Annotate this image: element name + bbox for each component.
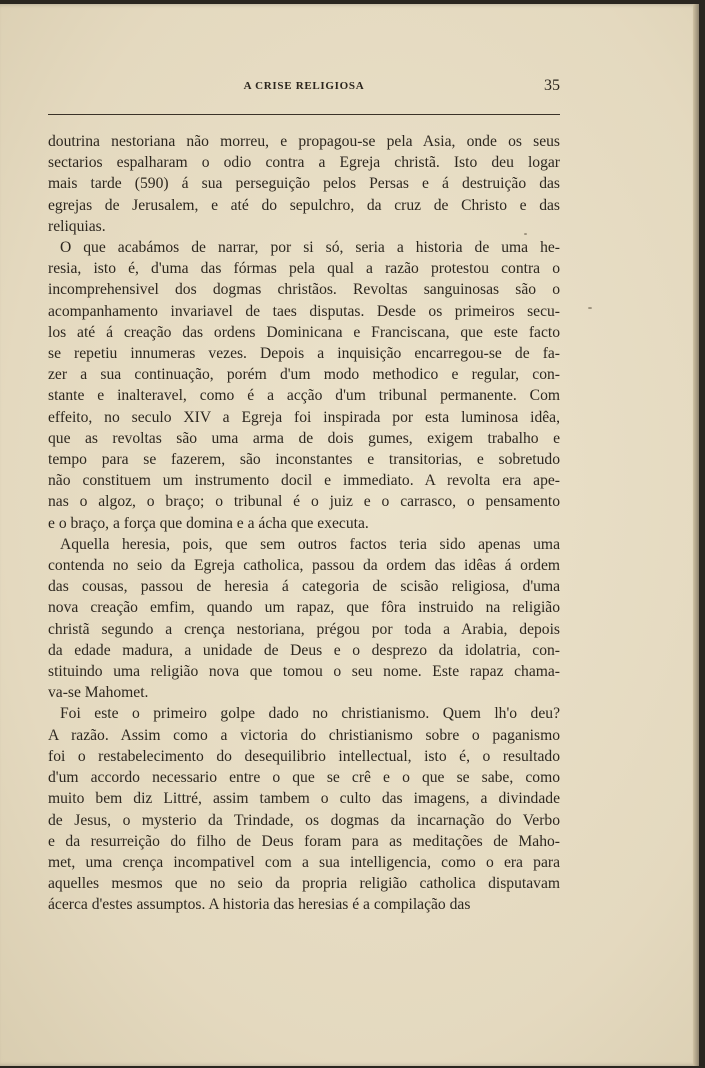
text-line: va-se Mahomet. — [48, 684, 149, 702]
text-line: A razão. Assim como a victoria do christianismo sobre o paganismo — [48, 726, 560, 744]
text-line: effeito, no seculo XIV a Egreja foi inspirada por esta luminosa idêa, — [48, 408, 560, 426]
text-line: tempo para se fazerem, são inconstantes e transitorias, e sobretudo — [48, 451, 560, 469]
text-line: stante e inalteravel, como é a acção d'um tribunal permanente. Com — [48, 387, 560, 405]
page-number: 35 — [544, 77, 560, 94]
text-line: da edade madura, a unidade de Deus e o desprezo da idolatria, con- — [48, 641, 560, 659]
paragraph — [48, 131, 560, 237]
text-line: christã segundo a crença nestoriana, prégou por toda a Arabia, depois — [48, 620, 560, 638]
text-line: não constituem um instrumento docil e immediato. A revolta era ape- — [48, 472, 560, 490]
text-line: egrejas de Jerusalem, e até do sepulchro, da cruz de Christo e das — [48, 196, 560, 214]
text-line: aquelles mesmos que no seio da propria religião catholica disputavam — [48, 875, 560, 893]
page-header — [48, 78, 560, 100]
text-line: met, uma crença incompativel com a sua intelligencia, como o era para — [48, 853, 560, 871]
text-line: Foi este o primeiro golpe dado no christianismo. Quem lh'o deu? — [60, 705, 560, 723]
text-line: los até á creação das ordens Dominicana e Franciscana, que este facto — [48, 323, 560, 341]
paragraph — [48, 703, 560, 915]
body-text — [48, 131, 560, 916]
book-page — [0, 4, 699, 1066]
paragraph — [48, 237, 560, 534]
text-line: stituindo uma religião nova que tomou o seu nome. Este rapaz chama- — [48, 663, 560, 681]
text-line: contenda no seio da Egreja catholica, passou da ordem das idêas á ordem — [48, 557, 560, 575]
text-line: foi o restabelecimento do desequilibrio intellectual, isto é, o resultado — [48, 747, 560, 765]
ink-speck — [524, 233, 527, 235]
text-line: nas o algoz, o braço; o tribunal é o juiz e o carrasco, o pensamento — [48, 493, 560, 511]
text-line: O que acabámos de narrar, por si só, seria a historia de uma he- — [60, 239, 560, 257]
text-line: e da resurreição do filho de Deus foram para as meditações de Maho- — [48, 832, 560, 850]
running-head: A CRISE RELIGIOSA — [243, 80, 365, 92]
text-line: que as revoltas são uma arma de dois gumes, exigem trabalho e — [48, 429, 560, 447]
text-line: d'um accordo necessario entre o que se crê e o que se sabe, como — [48, 769, 560, 787]
text-line: reliquias. — [48, 217, 106, 235]
text-line: Aquella heresia, pois, que sem outros factos teria sido apenas uma — [60, 535, 560, 553]
text-line: nova creação emfim, quando um rapaz, que fôra instruido na religião — [48, 599, 560, 617]
text-line: mais tarde (590) á sua perseguição pelos Persas e á destruição das — [48, 175, 560, 193]
text-line: das cousas, passou de heresia á categoria de scisão religiosa, d'uma — [48, 578, 560, 596]
text-line: muito bem diz Littré, assim tambem o culto das imagens, a divindade — [48, 790, 560, 808]
page-edge-shadow — [693, 4, 699, 1066]
text-line: sectarios espalharam o odio contra a Egreja christã. Isto deu logar — [48, 154, 560, 172]
text-line: se repetiu innumeras vezes. Depois a inquisição encarregou-se de fa- — [48, 345, 560, 363]
text-line: ácerca d'estes assumptos. A historia das heresias é a compilação das — [48, 896, 471, 914]
text-line: resia, isto é, d'uma das fórmas pela qual a razão protestou contra o — [48, 260, 560, 278]
ink-speck — [588, 307, 592, 309]
paragraph — [48, 534, 560, 704]
text-line: incomprehensivel dos dogmas christãos. Revoltas sanguinosas são o — [48, 281, 560, 299]
text-line: de Jesus, o mysterio da Trindade, os dogmas da incarnação do Verbo — [48, 811, 560, 829]
header-rule — [48, 114, 560, 115]
text-line: e o braço, a força que domina e a ácha que executa. — [48, 514, 369, 532]
text-line: zer a sua continuação, porém d'um modo methodico e regular, con- — [48, 366, 560, 384]
text-line: acompanhamento invariavel de taes disputas. Desde os primeiros secu- — [48, 302, 560, 320]
text-line: doutrina nestoriana não morreu, e propagou-se pela Asia, onde os seus — [48, 133, 560, 150]
